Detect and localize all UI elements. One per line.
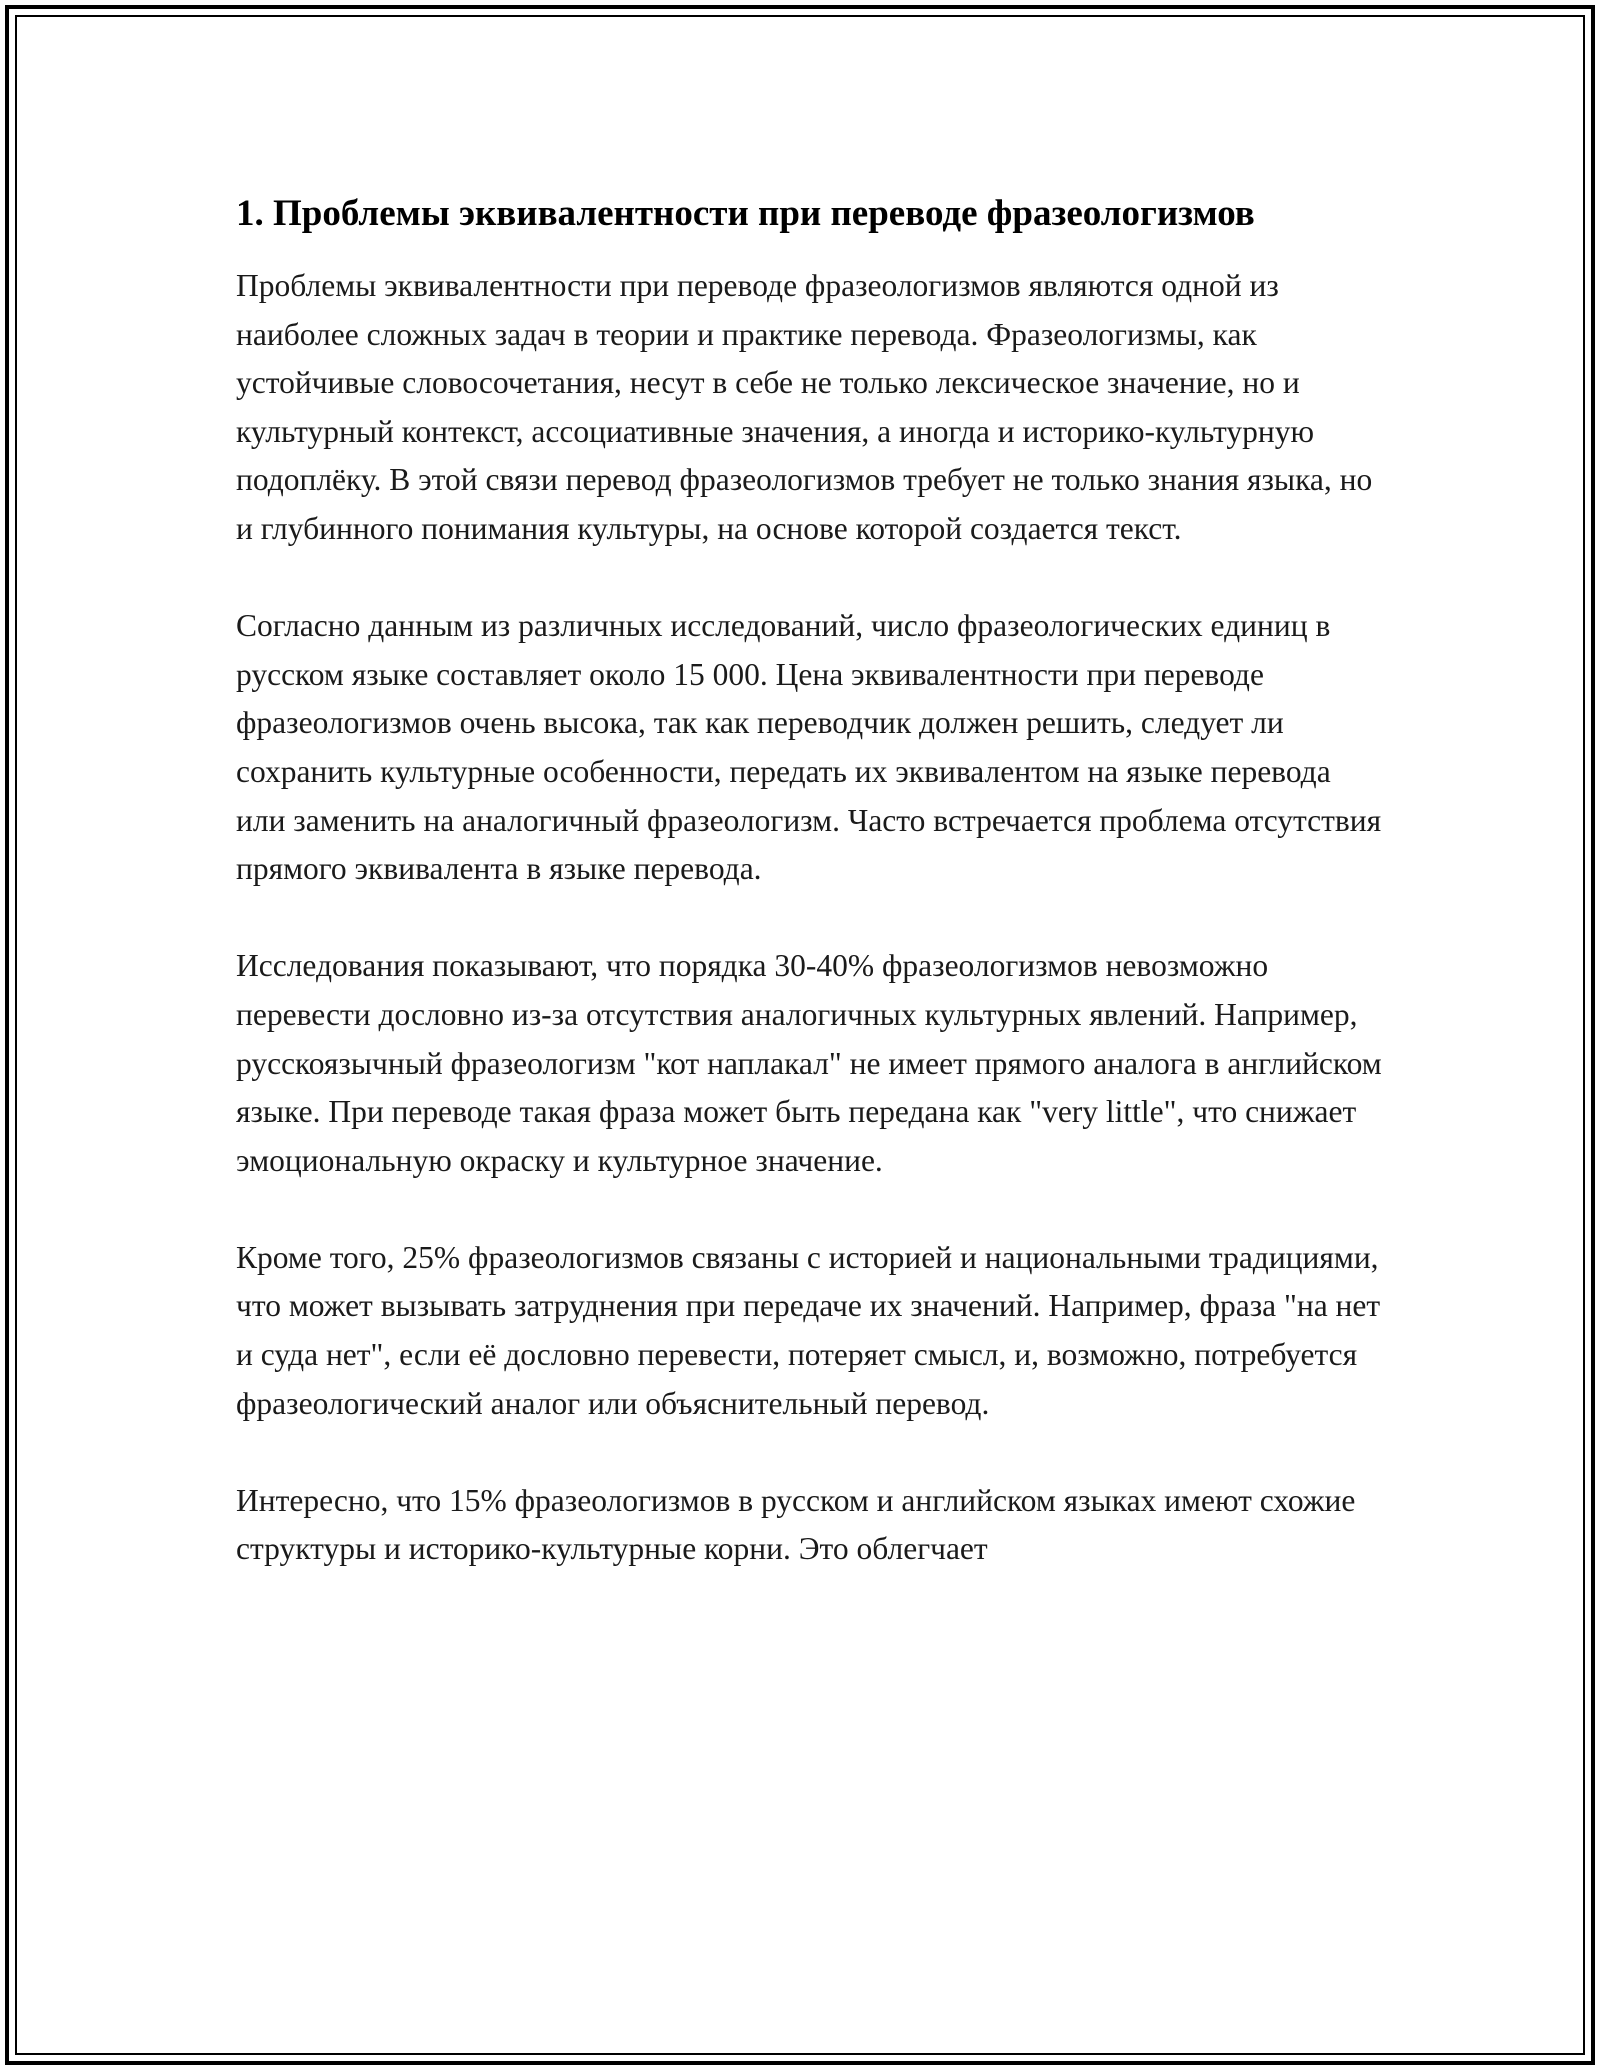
paragraph-5: Интересно, что 15% фразеологизмов в русском и английском языках имеют схожие структуры и историко-культурные корни. Это облегчает bbox=[236, 1482, 1356, 1567]
document-body bbox=[236, 186, 1386, 1623]
paragraph-3: Исследования показывают, что порядка 30-40% фразеологизмов невозможно перевести дословно из-за отсутствия аналогичных культурных явлений. Например, русскоязычный фразеологизм "кот наплакал" не имеет прямого аналога в английском языке. При переводе такая фраза может быть передана как "very little", что снижает эмоциональную окраску и культурное значение. bbox=[236, 948, 1382, 1178]
paragraph-4: Кроме того, 25% фразеологизмов связаны с историей и национальными традициями, что может вызывать затруднения при передаче их значений. Например, фраза "на нет и суда нет", если её дословно перевести, потеряет смысл, и, возможно, потребуется фразеологический аналог или объяснительный перевод. bbox=[236, 1239, 1381, 1421]
section-heading: 1. Проблемы эквивалентности при переводе фразеологизмов bbox=[236, 193, 1255, 234]
paragraph-1: Проблемы эквивалентности при переводе фразеологизмов являются одной из наиболее сложных задач в теории и практике перевода. Фразеологизмы, как устойчивые словосочетания, несут в себе не только лексическое значение, но и культурный контекст, ассоциативные значения, а иногда и историко-культурную подоплёку. В этой связи перевод фразеологизмов требует не только знания языка, но и глубинного понимания культуры, на основе которой создается текст. bbox=[236, 268, 1373, 546]
paragraph-2: Согласно данным из различных исследований, число фразеологических единиц в русском языке составляет около 15 000. Цена эквивалентности при переводе фразеологизмов очень высока, так как переводчик должен решить, следует ли сохранить культурные особенности, передать их эквивалентом на языке перевода или заменить на аналогичный фразеологизм. Часто встречается проблема отсутствия прямого эквивалента в языке перевода. bbox=[236, 608, 1382, 887]
